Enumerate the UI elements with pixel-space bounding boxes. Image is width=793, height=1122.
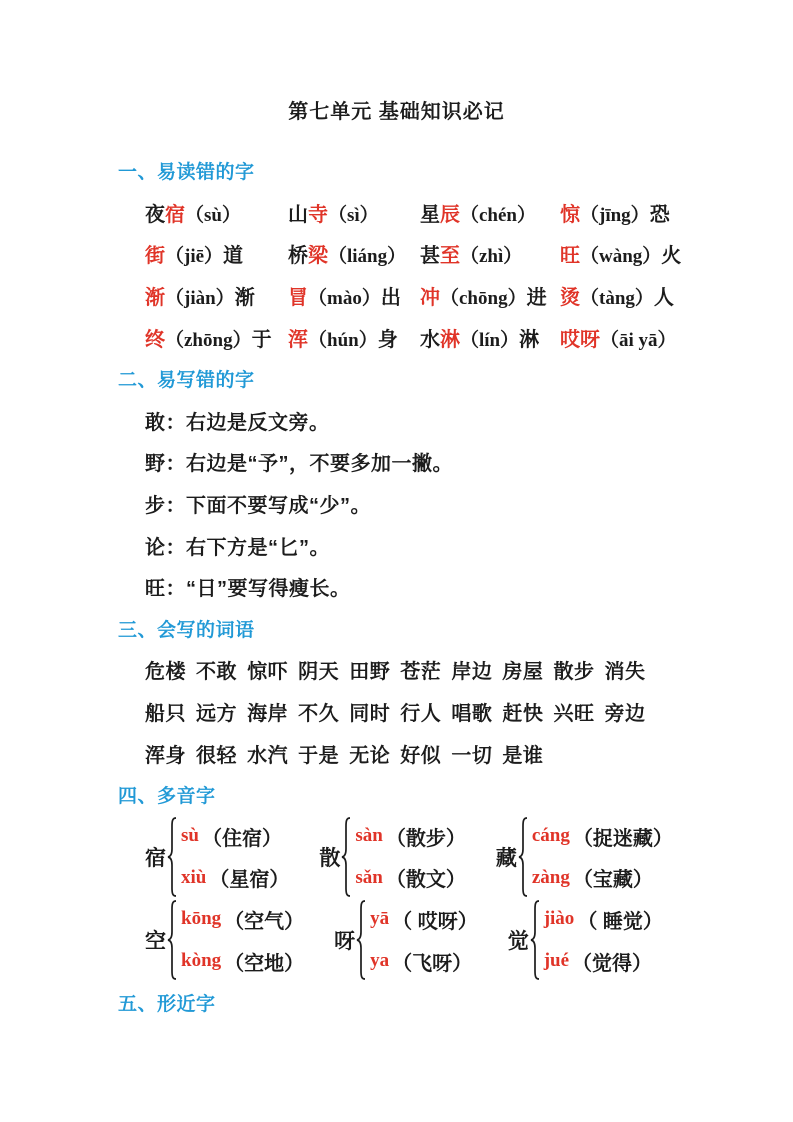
plain-char: 人 [653,287,674,310]
misread-item [560,239,681,268]
brace-holder [166,817,181,897]
pinyin-annotation: （hún） [308,329,378,351]
plain-char: 夜 [145,203,165,226]
polyphone-row [118,899,675,982]
reading-lines [181,816,289,899]
pinyin-annotation: （sù） [185,204,241,226]
section-words [118,608,675,650]
pinyin-annotation: （sì） [328,204,379,226]
highlighted-char: 至 [440,245,460,268]
plain-char: 于 [251,328,272,351]
reading-pinyin: kōng [181,908,222,930]
polyphone-char: 呀 [334,930,356,954]
misread-item [288,198,420,227]
reading-pinyin: jué [543,950,570,972]
reading-word: （星宿） [209,869,290,892]
brace-holder [517,817,532,897]
section-misread [118,150,675,192]
reading-line [181,899,304,941]
plain-char: 星 [420,203,440,226]
highlighted-char: 辰 [440,203,460,226]
pinyin-annotation: （āi yā） [600,329,677,351]
plain-char: 甚 [420,245,440,268]
brace-holder [355,900,370,980]
reading-word: （宝藏） [572,869,653,892]
reading-pinyin: yā [370,908,390,930]
pinyin-annotation: （jiē） [165,246,224,268]
note-line [118,566,675,608]
plain-char: 渐 [234,287,255,310]
pinyin-annotation: （mào） [308,288,381,310]
reading-pinyin: ya [370,950,390,972]
highlighted-char: 街 [145,245,165,268]
section-heading-polyphones: 四、多音字 [118,786,216,808]
reading-lines [355,816,465,899]
section-miswritten [118,358,675,400]
polyphone-char: 宿 [145,847,166,871]
reading-word: （ 哎呀） [392,910,478,933]
brace-holder [166,900,181,980]
plain-char: 进 [526,287,547,310]
reading-pinyin: kòng [181,950,222,972]
pinyin-annotation: （chén） [460,204,537,226]
reading-word: （飞呀） [392,952,473,975]
pinyin-annotation: （zhōng） [165,329,252,351]
misread-item [560,323,677,352]
misread-item [145,239,288,268]
misread-rows [118,192,682,358]
highlighted-char: 哎呀 [560,328,600,351]
reading-lines [544,899,663,982]
reading-lines [370,899,478,982]
plain-char: 恐 [649,203,670,226]
pinyin-annotation: （tàng） [580,288,654,310]
reading-line [355,857,465,899]
reading-line [532,816,673,858]
word-row [118,649,675,691]
reading-pinyin: sàn [355,825,383,847]
note-line [118,400,675,442]
section-similar [118,982,675,1024]
brace-icon [518,817,529,897]
section-heading-similar: 五、形近字 [118,994,216,1016]
reading-pinyin: jiào [543,908,575,930]
section-polyphones [118,774,675,816]
misread-item [420,281,560,310]
highlighted-char: 宿 [165,203,185,226]
reading-lines [532,816,673,899]
polyphone-group [145,816,289,899]
polyphone-char: 散 [319,847,341,871]
reading-line [370,899,478,941]
plain-char: 火 [661,245,682,268]
reading-line [544,940,663,982]
misread-row [118,233,682,275]
reading-word: （散文） [385,869,466,892]
note-text: 野：右边是“予”，不要多加一撇。 [145,453,453,476]
misread-row [118,192,675,234]
brace-icon [167,817,178,897]
note-line [118,524,675,566]
reading-word: （住宿） [201,827,282,850]
brace-icon [167,900,178,980]
misread-item [288,281,420,310]
polyphone-row [118,816,675,899]
plain-char: 山 [288,203,308,226]
section-heading-miswritten: 二、易写错的字 [118,370,255,392]
reading-lines [181,899,304,982]
highlighted-char: 渐 [145,287,165,310]
brace-holder [340,817,355,897]
plain-char: 出 [380,287,401,310]
misread-item [560,281,675,310]
misread-item [420,239,560,268]
highlighted-char: 烫 [560,287,580,310]
misread-item [288,239,420,268]
reading-line [181,940,304,982]
highlighted-char: 惊 [560,203,580,226]
pinyin-annotation: （zhì） [460,246,523,268]
misread-item [145,198,288,227]
pinyin-annotation: （jīng） [580,204,650,226]
highlighted-char: 冒 [288,287,308,310]
highlighted-char: 浑 [288,328,308,351]
highlighted-char: 梁 [308,245,328,268]
polyphone-group [496,816,673,899]
reading-pinyin: zàng [531,866,570,888]
word-row [118,732,675,774]
misread-row [118,275,675,317]
misread-item [145,323,288,352]
reading-pinyin: xiù [181,866,207,888]
reading-word: （ 睡觉） [577,910,663,933]
section-heading-words: 三、会写的词语 [118,619,255,641]
misread-item [145,281,288,310]
polyphone-char: 藏 [495,847,517,871]
note-text: 敢：右边是反文旁。 [145,411,330,434]
reading-line [370,940,478,982]
polyphone-group [334,899,478,982]
brace-holder [529,900,544,980]
note-line [118,441,675,483]
pinyin-annotation: （liáng） [328,246,407,268]
brace-icon [341,817,352,897]
highlighted-char: 终 [145,328,165,351]
note-text: 论：右下方是“匕”。 [145,536,330,559]
miswritten-notes [118,400,675,608]
polyphone-group [145,899,304,982]
word-row-text: 船只 远方 海岸 不久 同时 行人 唱歌 赶快 兴旺 旁边 [145,703,646,726]
highlighted-char: 寺 [308,203,328,226]
plain-char: 道 [223,245,244,268]
note-line [118,483,675,525]
reading-word: （空地） [224,952,305,975]
reading-pinyin: sǎn [355,866,383,888]
polyphone-group [508,899,663,982]
page-title: 第七单元 基础知识必记 [288,101,505,123]
polyphone-rows [118,816,675,982]
note-text: 步：下面不要写成“少”。 [145,495,371,518]
misread-item [420,198,560,227]
section-heading-misread: 一、易读错的字 [118,162,255,184]
reading-line [544,899,663,941]
pinyin-annotation: （chōng） [440,288,527,310]
word-row-text: 浑身 很轻 水汽 于是 无论 好似 一切 是谁 [145,744,544,767]
reading-line [355,816,465,858]
brace-icon [356,900,367,980]
word-rows [118,649,675,774]
reading-word: （空气） [224,910,305,933]
plain-char: 身 [377,328,398,351]
plain-char: 水 [420,328,440,351]
misread-item [420,323,560,352]
reading-line [181,857,289,899]
reading-pinyin: cáng [531,825,570,847]
highlighted-char: 淋 [440,328,460,351]
highlighted-char: 冲 [420,287,440,310]
reading-word: （觉得） [572,952,653,975]
polyphone-group [319,816,465,899]
word-row [118,691,675,733]
reading-pinyin: sù [181,825,199,847]
pinyin-annotation: （wàng） [580,246,662,268]
reading-word: （散步） [385,827,466,850]
misread-row [118,316,675,358]
document-content [118,150,682,1023]
reading-line [181,816,289,858]
reading-word: （捉迷藏） [572,827,673,850]
misread-item [560,198,675,227]
pinyin-annotation: （jiàn） [165,288,235,310]
note-text: 旺：“日”要写得瘦长。 [145,578,351,601]
polyphone-char: 觉 [507,930,529,954]
word-row-text: 危楼 不敢 惊吓 阴天 田野 苍茫 岸边 房屋 散步 消失 [145,661,646,684]
polyphone-char: 空 [145,930,166,954]
reading-line [532,857,673,899]
highlighted-char: 旺 [560,245,580,268]
brace-icon [530,900,541,980]
pinyin-annotation: （lín） [460,329,520,351]
plain-char: 淋 [519,328,540,351]
misread-item [288,323,420,352]
plain-char: 桥 [288,245,308,268]
